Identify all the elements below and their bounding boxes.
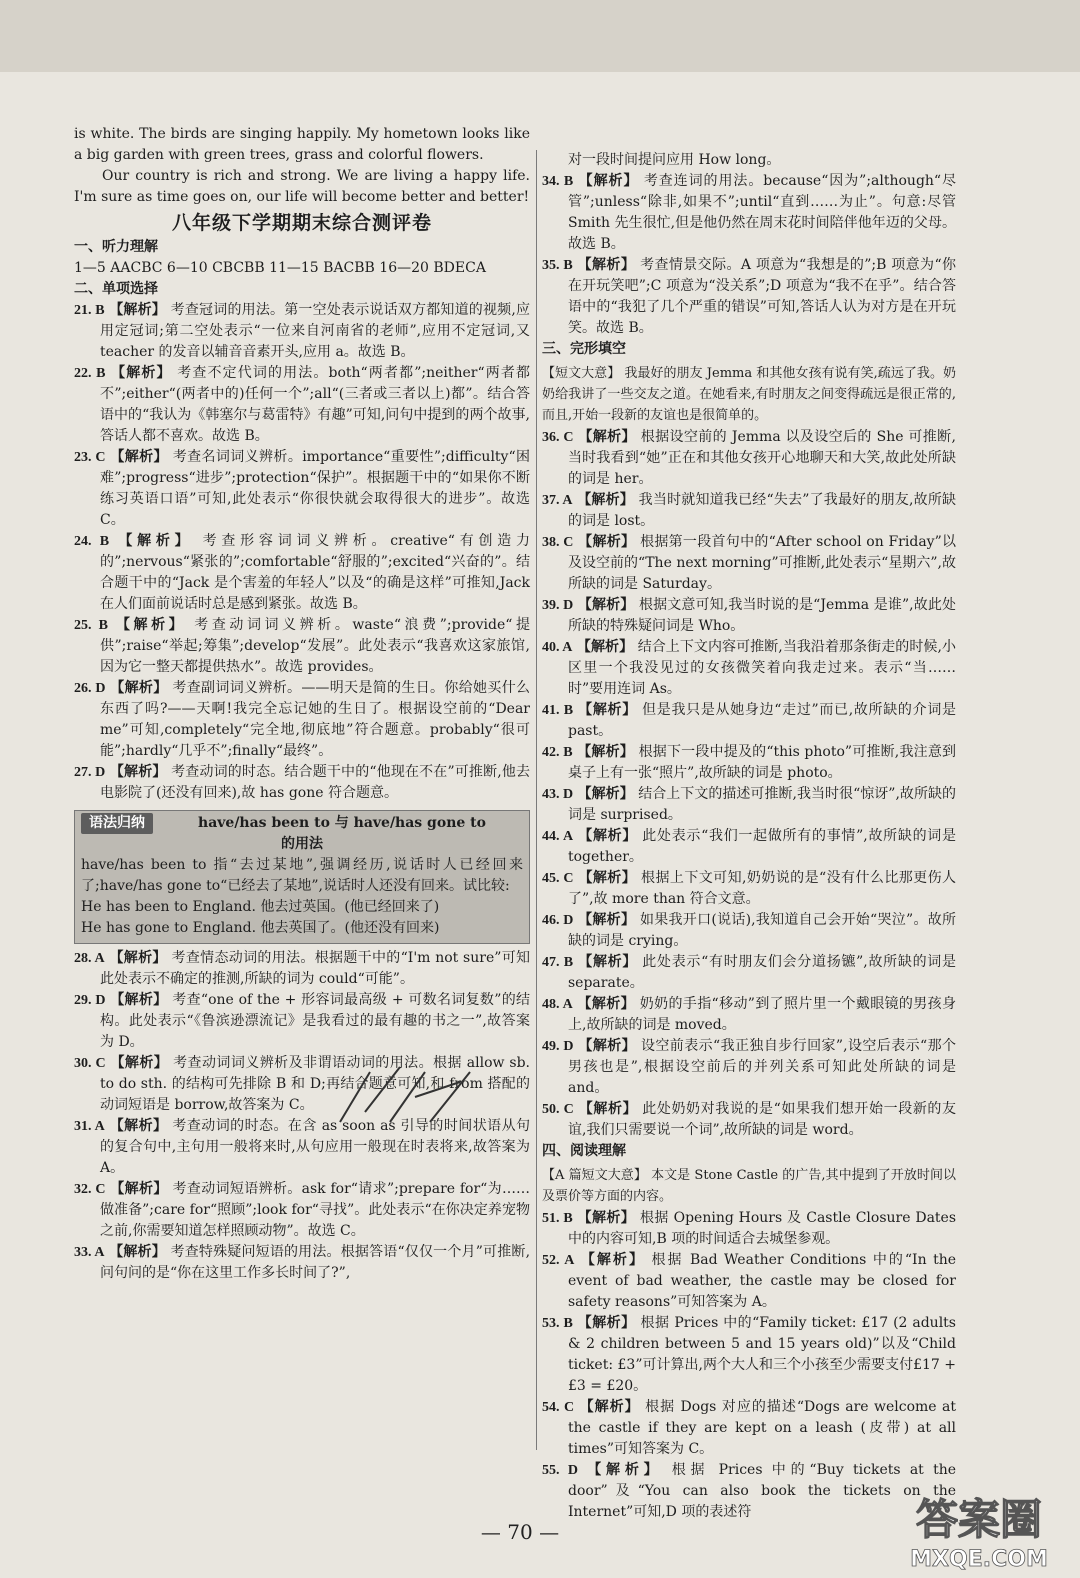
question-number: 44. A bbox=[542, 829, 574, 844]
question-number: 21. B bbox=[74, 303, 105, 318]
analysis-tag: 【解析】 bbox=[109, 764, 167, 780]
svg-text:MXQE.COM: MXQE.COM bbox=[910, 1547, 1048, 1572]
section-listening: 一、听力理解 bbox=[74, 239, 158, 255]
scan-top-band bbox=[0, 0, 1080, 72]
answer-item bbox=[542, 868, 956, 910]
analysis-text: 根据第一段首句中的“After school on Friday”以及设空前的“The next morning”可推断,此处表示“星期六”,故所缺的词是 Saturday。 bbox=[568, 534, 957, 592]
answer-item bbox=[74, 531, 530, 615]
answer-item bbox=[74, 447, 530, 531]
analysis-text: 但是我只是从她身边“走过”而已,故所缺的介词是 past。 bbox=[568, 702, 957, 739]
answer-item bbox=[542, 700, 956, 742]
analysis-text: 根据上下文可知,奶奶说的是“没有什么比那更伤人了”,故 more than 符合文意。 bbox=[568, 870, 957, 907]
analysis-text: 考查动词词义辨析。waste“浪费”;provide“提供”;raise“举起;筹集”;develop“发展”。此处表示“我喜欢这家旅馆,因为它一整天都提供热水”。故选 provides。 bbox=[100, 617, 531, 675]
analysis-text: 根据设空前的 Jemma 以及设空后的 She 可推断,当时我看到“她”正在和其他女孩开心地聊天和大笑,故此处所缺的词是 her。 bbox=[568, 429, 956, 487]
analysis-text: 考查动词的时态。结合题干中的“他现在不在”可推断,他去电影院了(还没有回来),故 has gone 符合题意。 bbox=[100, 764, 531, 801]
question-number: 23. C bbox=[74, 450, 106, 465]
answer-item bbox=[542, 910, 956, 952]
grammar-box bbox=[74, 810, 530, 944]
section-cloze: 三、完形填空 bbox=[542, 341, 626, 357]
question-number: 25. B bbox=[74, 618, 108, 633]
question-number: 37. A bbox=[542, 493, 573, 508]
site-watermark bbox=[884, 1484, 1074, 1574]
answer-item bbox=[542, 171, 956, 255]
analysis-tag: 【解析】 bbox=[578, 828, 638, 844]
analysis-text: 根据 Prices 中的“Family ticket: £17 (2 adults & 2 children between 5 and 15 years old)”以及“Child ticket: £3”可计算出,两个大人和三个小孩至少需要支付£17 + £3 = £20。 bbox=[568, 1315, 956, 1394]
question-number: 52. A bbox=[542, 1253, 575, 1268]
analysis-tag: 【解析】 bbox=[110, 992, 168, 1008]
question-number: 46. D bbox=[542, 913, 574, 928]
question-number: 50. C bbox=[542, 1102, 574, 1117]
answer-item bbox=[542, 742, 956, 784]
analysis-text: 此处表示“我们一起做所有的事情”,故所缺的词是 together。 bbox=[568, 828, 957, 865]
listening-answers: 1—5 AACBC 6—10 CBCBB 11—15 BACBB 16—20 BDECA bbox=[74, 260, 486, 276]
analysis-tag: 【解析】 bbox=[118, 533, 194, 549]
analysis-tag: 【解析】 bbox=[577, 1315, 636, 1331]
answer-item bbox=[542, 1099, 956, 1141]
analysis-tag: 【解析】 bbox=[109, 1244, 166, 1260]
answer-item bbox=[542, 1250, 956, 1313]
intro-paragraph-2: Our country is rich and strong. We are living a happy life. I'm sure as time goes on, our life will become better and better! bbox=[74, 168, 530, 205]
analysis-tag: 【解析】 bbox=[578, 173, 639, 189]
question-number: 54. C bbox=[542, 1400, 575, 1415]
answer-item bbox=[542, 1397, 956, 1460]
analysis-tag: 【解析】 bbox=[577, 996, 635, 1012]
analysis-text: 根据 Prices 中的“Buy tickets at the door”及“You can also book the tickets on the Internet”可知,D 项的表述符 bbox=[568, 1462, 957, 1520]
question-number: 40. A bbox=[542, 640, 573, 655]
question-number: 41. B bbox=[542, 703, 574, 718]
question-number: 31. A bbox=[74, 1119, 105, 1134]
question-number: 33. A bbox=[74, 1245, 105, 1260]
analysis-text: 此处奶奶对我说的是“如果我们想开始一段新的友谊,我们只需要说一个词”,故所缺的词是 word。 bbox=[568, 1101, 957, 1138]
analysis-text: 考查动词词义辨析及非谓语动词的用法。根据 allow sb. to do sth. 的结构可先排除 B 和 D;再结合题意可知,和 from 搭配的动词短语是 borrow,故答案为 C。 bbox=[100, 1055, 530, 1113]
question-number: 39. D bbox=[542, 598, 574, 613]
cloze-answer-list bbox=[542, 427, 956, 1141]
analysis-tag: 【解析】 bbox=[110, 1055, 169, 1071]
analysis-text: 考查动词短语辨析。ask for“请求”;prepare for“为……做准备”;care for“照顾”;look for“寻找”。此处表示“在你决定养宠物之前,你需要知道怎样照顾动物”。故选 C。 bbox=[100, 1181, 531, 1239]
grammar-text: have/has been to 指“去过某地”,强调经历,说话时人已经回来了;have/has gone to“已经去了某地”,说话时人还没有回来。试比较: bbox=[81, 857, 523, 894]
analysis-tag: 【解析】 bbox=[577, 786, 634, 802]
analysis-text: 此处表示“有时朋友们会分道扬镳”,故所缺的词是 separate。 bbox=[568, 954, 957, 991]
analysis-tag: 【解析】 bbox=[578, 534, 636, 550]
section-reading: 四、阅读理解 bbox=[542, 1143, 626, 1159]
grammar-title: have/has been to 与 have/has gone to bbox=[198, 815, 486, 831]
question-number: 29. D bbox=[74, 993, 106, 1008]
exam-title: 八年级下学期期末综合测评卷 bbox=[171, 212, 432, 234]
analysis-tag: 【解析】 bbox=[110, 1181, 168, 1197]
analysis-tag: 【解析】 bbox=[115, 617, 187, 633]
analysis-text: 考查特殊疑问短语的用法。根据答语“仅仅一个月”可推断,问句问的是“你在这里工作多长时间了?”, bbox=[100, 1244, 531, 1281]
analysis-text: 考查形容词词义辨析。creative“有创造力的”;nervous“紧张的”;comfortable“舒服的”;excited“兴奋的”。结合题干中的“Jack 是个害羞的年轻人”以及“的确是这样”可推知,Jack 在人们面前说话时总是感到紧张。故选 B。 bbox=[100, 533, 530, 612]
analysis-text: 考查连词的用法。because“因为”;although“尽管”;unless“除非,如果不”;until“直到……为止”。句意:尽管 Smith 先生很忙,但是他仍然在周末花时间陪伴他年迈的父母。故选 B。 bbox=[568, 173, 957, 252]
analysis-tag: 【解析】 bbox=[110, 449, 168, 465]
question-number: 28. A bbox=[74, 951, 105, 966]
right-column bbox=[542, 150, 956, 1523]
answer-item bbox=[542, 1208, 956, 1250]
analysis-text: 我当时就知道我已经“失去”了我最好的朋友,故所缺的词是 lost。 bbox=[568, 492, 957, 529]
analysis-tag: 【解析】 bbox=[109, 950, 167, 966]
question-number: 53. B bbox=[542, 1316, 573, 1331]
analysis-tag: 【解析】 bbox=[111, 365, 172, 381]
analysis-tag: 【解析】 bbox=[578, 954, 638, 970]
analysis-tag: 【解析】 bbox=[577, 492, 635, 508]
question-number: 26. D bbox=[74, 681, 106, 696]
analysis-text: 考查“one of the + 形容词最高级 + 可数名词复数”的结构。此处表示“《鲁滨逊漂流记》是我看过的最有趣的书之一”,故答案为 D。 bbox=[100, 992, 531, 1050]
answer-item bbox=[74, 762, 530, 804]
grammar-subtitle: 的用法 bbox=[281, 836, 323, 852]
analysis-text: 根据文意可知,我当时说的是“Jemma 是谁”,故此处所缺的特殊疑问词是 Who。 bbox=[568, 597, 957, 634]
analysis-tag: 【解析】 bbox=[578, 429, 636, 445]
answer-item bbox=[542, 637, 956, 700]
left-answer-list bbox=[74, 300, 530, 804]
analysis-tag: 【解析】 bbox=[578, 1038, 637, 1054]
analysis-text: 根据 Opening Hours 及 Castle Closure Dates 中的内容可知,B 项的时间适合去城堡参观。 bbox=[568, 1210, 957, 1247]
answer-item bbox=[542, 427, 956, 490]
answer-item bbox=[542, 826, 956, 868]
analysis-text: 结合上下文内容可推断,当我沿着那条街走的时候,小区里一个我没见过的女孩微笑着向我走过来。表示“当……时”要用连词 As。 bbox=[568, 639, 957, 697]
analysis-tag: 【解析】 bbox=[578, 912, 636, 928]
analysis-text: 考查副词词义辨析。——明天是简的生日。你给她买什么东西了吗?——天啊!我完全忘记她的生日了。根据设空前的“Dear me”可知,completely“完全地,彻底地”符合题意。probably“很可能”;hardly“几乎不”;finally“最终”。 bbox=[100, 680, 531, 759]
grammar-example-1: He has been to England. 他去过英国。(他已经回来了) bbox=[81, 899, 440, 915]
question-number: 45. C bbox=[542, 871, 574, 886]
analysis-tag: 【解析】 bbox=[577, 1210, 636, 1226]
analysis-tag: 【解析】 bbox=[110, 680, 168, 696]
answer-item bbox=[542, 952, 956, 994]
analysis-tag: 【解析】 bbox=[577, 744, 634, 760]
analysis-tag: 【解析】 bbox=[578, 870, 637, 886]
answer-item bbox=[74, 1242, 530, 1284]
question-number: 51. B bbox=[542, 1211, 573, 1226]
question-number: 49. D bbox=[542, 1039, 574, 1054]
right-answer-list bbox=[542, 171, 956, 339]
question-number: 27. D bbox=[74, 765, 106, 780]
page-number: — 70 — bbox=[480, 1520, 560, 1544]
question-number: 30. C bbox=[74, 1056, 106, 1071]
answer-item bbox=[542, 784, 956, 826]
grammar-example-2: He has gone to England. 他去英国了。(他还没有回来) bbox=[81, 920, 440, 936]
handwriting-scribble bbox=[330, 1052, 490, 1142]
grammar-badge: 语法归纳 bbox=[81, 813, 153, 834]
reading-answer-list bbox=[542, 1208, 956, 1523]
answer-item bbox=[74, 363, 530, 447]
analysis-text: 考查名词词义辨析。importance“重要性”;difficulty“困难”;progress“进步”;protection“保护”。根据题干中的“如果你不断练习英语口语”可知,此处表示“你很快就会取得很大的进步”。故选 C。 bbox=[100, 449, 531, 528]
intro-paragraph-1: is white. The birds are singing happily. My hometown looks like a big garden with green trees, grass and colorful flowers. bbox=[74, 126, 530, 163]
question-number: 55. D bbox=[542, 1463, 578, 1478]
answer-item bbox=[542, 255, 956, 339]
analysis-text: 考查情景交际。A 项意为“我想是的”;B 项意为“你在开玩笑吧”;C 项意为“没关系”;D 项意为“我不在乎”。结合答语中的“我犯了几个严重的错误”可知,答话人认为对方是在开玩笑。故选 B。 bbox=[568, 257, 957, 336]
analysis-text: 根据下一段中提及的“this photo”可推断,我注意到桌子上有一张“照片”,故所缺的词是 photo。 bbox=[568, 744, 957, 781]
analysis-tag: 【解析】 bbox=[578, 1101, 638, 1117]
answer-item bbox=[74, 990, 530, 1053]
answer-item bbox=[542, 532, 956, 595]
answer-item bbox=[542, 1036, 956, 1099]
reading-summary: 【A 篇短文大意】 本文是 Stone Castle 的广告,其中提到了开放时间以及票价等方面的内容。 bbox=[542, 1168, 956, 1204]
question-number: 47. B bbox=[542, 955, 574, 970]
analysis-text: 设空前表示“我正独自步行回家”,设空后表示“那个男孩也是”,根据设空前后的并列关系可知此处所缺的词是 and。 bbox=[568, 1038, 957, 1096]
analysis-tag: 【解析】 bbox=[577, 257, 636, 273]
analysis-text: 根据 Bad Weather Conditions 中的“In the event of bad weather, the castle may be closed for safety reasons”可知答案为 A。 bbox=[568, 1252, 957, 1310]
answer-item bbox=[542, 1313, 956, 1397]
question-number: 22. B bbox=[74, 366, 106, 381]
column-divider bbox=[536, 150, 537, 1450]
svg-text:答案圈: 答案圈 bbox=[915, 1495, 1043, 1544]
analysis-tag: 【解析】 bbox=[109, 302, 166, 318]
question-number: 24. B bbox=[74, 534, 110, 549]
question-number: 35. B bbox=[542, 258, 573, 273]
analysis-text: 考查动词的时态。在含 as soon as 引导的时间状语从句的复合句中,主句用一般将来时,从句应用一般现在时表将来,故答案为 A。 bbox=[100, 1118, 531, 1176]
answer-item bbox=[74, 615, 530, 678]
question-number: 36. C bbox=[542, 430, 574, 445]
analysis-text: 考查情态动词的用法。根据题干中的“I'm not sure”可知此处表示不确定的推测,所缺的词为 could“可能”。 bbox=[100, 950, 531, 987]
question-number: 34. B bbox=[542, 174, 574, 189]
continued-text: 对一段时间提问应用 How long。 bbox=[568, 152, 781, 168]
answer-item bbox=[74, 948, 530, 990]
question-number: 38. C bbox=[542, 535, 574, 550]
section-single-choice: 二、单项选择 bbox=[74, 281, 158, 297]
analysis-tag: 【解析】 bbox=[109, 1118, 168, 1134]
cloze-summary: 【短文大意】 我最好的朋友 Jemma 和其他女孩有说有笑,疏远了我。奶奶给我讲了一些交友之道。在她看来,有时朋友之间变得疏远是很正常的,而且,开始一段新的友谊也是很简单的。 bbox=[542, 366, 956, 423]
analysis-text: 根据 Dogs 对应的描述“Dogs are welcome at the castle if they are kept on a leash (皮带) at all times”可知答案为 C。 bbox=[568, 1399, 957, 1457]
analysis-text: 结合上下文的描述可推断,我当时很“惊讶”,故所缺的词是 surprised。 bbox=[568, 786, 957, 823]
answer-item bbox=[542, 595, 956, 637]
question-number: 48. A bbox=[542, 997, 573, 1012]
answer-item bbox=[74, 1179, 530, 1242]
analysis-text: 考查冠词的用法。第一空处表示说话双方都知道的视频,应用定冠词;第二空处表示“一位来自河南省的老师”,应用不定冠词,又 teacher 的发音以辅音音素开头,应用 a。故选 B。 bbox=[100, 302, 531, 360]
analysis-tag: 【解析】 bbox=[580, 1252, 645, 1268]
analysis-text: 如果我开口(说话),我知道自己会开始“哭泣”。故所缺的词是 crying。 bbox=[568, 912, 957, 949]
answer-item bbox=[74, 678, 530, 762]
analysis-tag: 【解析】 bbox=[579, 1399, 640, 1415]
analysis-tag: 【解析】 bbox=[578, 702, 637, 718]
question-number: 42. B bbox=[542, 745, 573, 760]
analysis-tag: 【解析】 bbox=[576, 639, 634, 655]
question-number: 32. C bbox=[74, 1182, 106, 1197]
analysis-text: 考查不定代词的用法。both“两者都”;neither“两者都不”;either“(两者中的)任何一个”;all“(三者或三者以上)都”。结合答语中的“我认为《韩塞尔与葛雷特》有趣”可知,问句中提到的两个故事,答话人都不喜欢。故选 B。 bbox=[100, 365, 531, 444]
analysis-tag: 【解析】 bbox=[577, 597, 635, 613]
question-number: 43. D bbox=[542, 787, 574, 802]
analysis-text: 奶奶的手指“移动”到了照片里一个戴眼镜的男孩身上,故所缺的词是 moved。 bbox=[568, 996, 956, 1033]
analysis-tag: 【解析】 bbox=[587, 1462, 663, 1478]
answer-item bbox=[542, 994, 956, 1036]
answer-item bbox=[542, 490, 956, 532]
answer-item bbox=[74, 300, 530, 363]
